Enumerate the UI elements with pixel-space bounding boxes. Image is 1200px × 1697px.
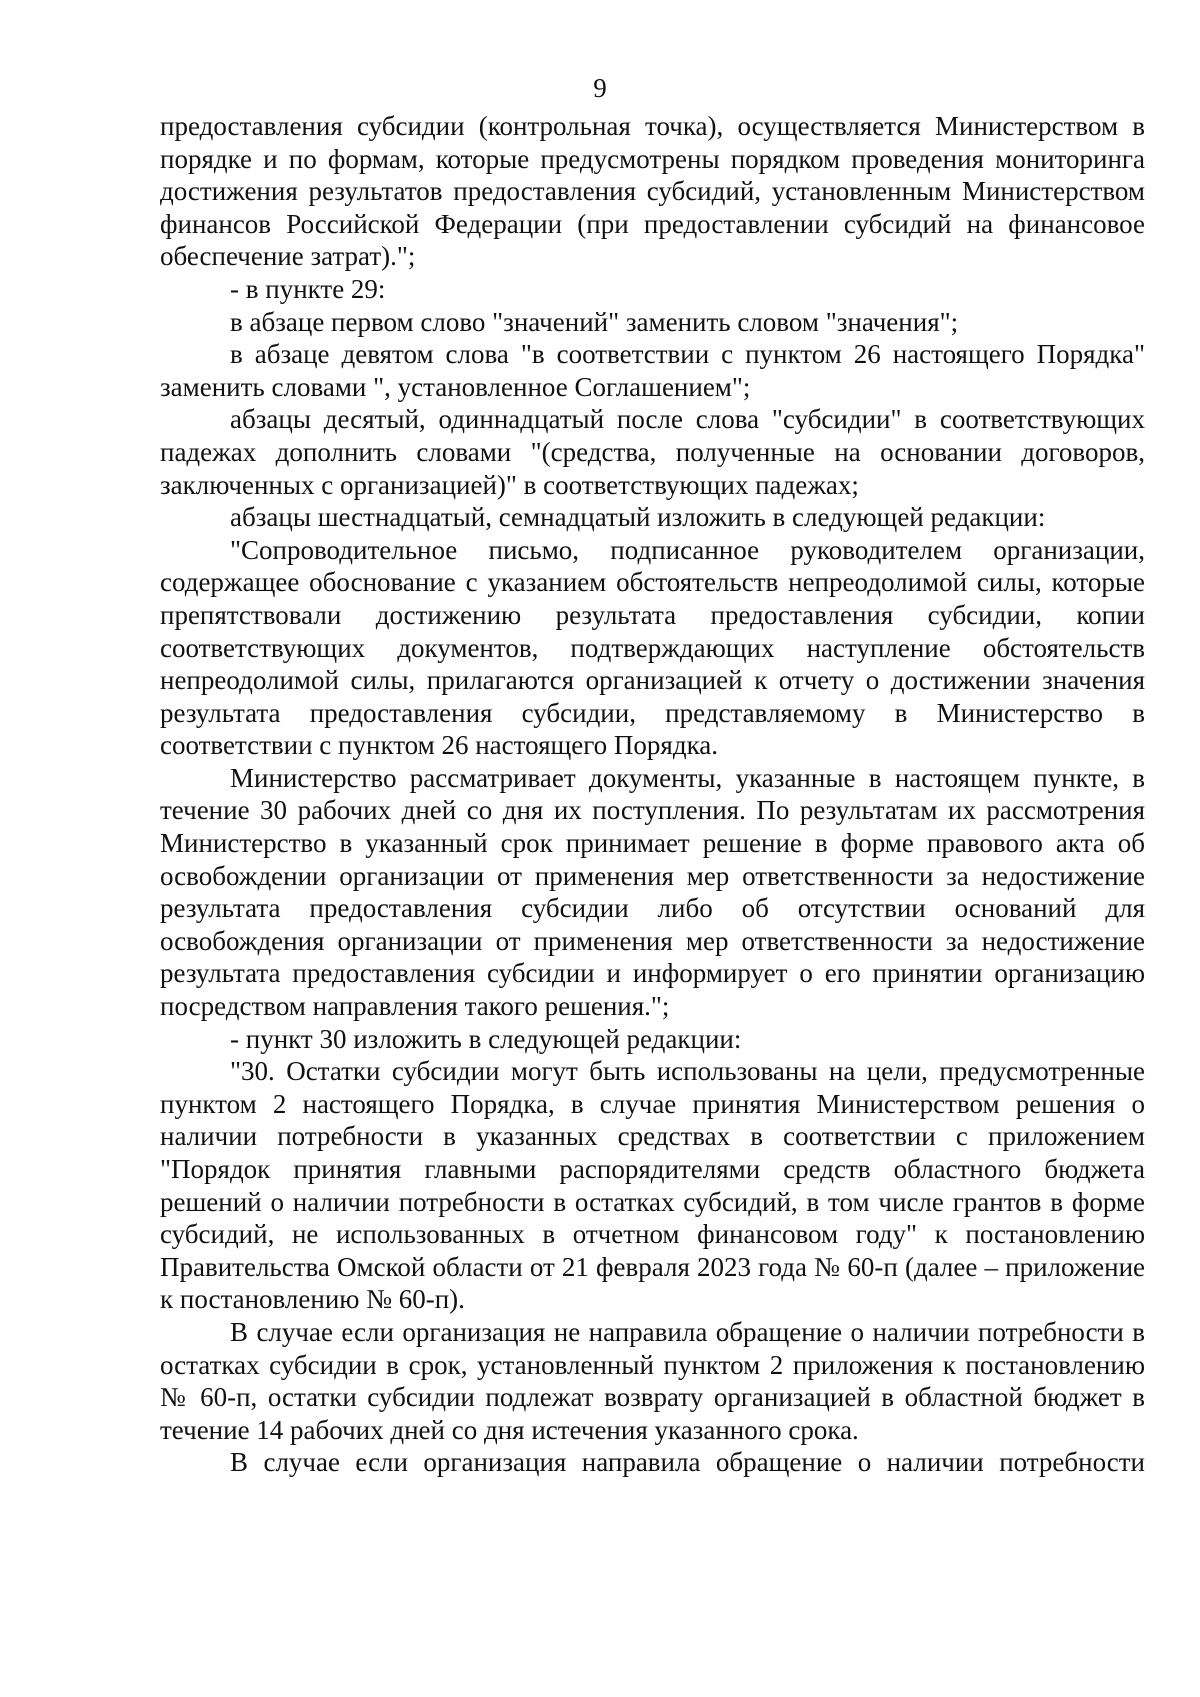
document-body — [160, 110, 1145, 1479]
paragraph-abzac-ninth: в абзаце девятом слова "в соответствии с пунктом 26 настоящего Порядка" заменить словами ", установленное Соглашением"; — [160, 339, 1145, 402]
paragraph-cover-letter: "Сопроводительное письмо, подписанное руководителем организации, содержащее обоснование с указанием обстоятельств непреодолимой силы, которые препятствовали достижению результата предоставления субсидии, копии соответствующих документов, подтверждающих наступление обстоятельств непреодолимой силы, прилагаются организацией к отчету о достижении значения результата предоставления субсидии, представляемому в Министерство в соответствии с пунктом 26 настоящего Порядка. — [160, 534, 1145, 761]
paragraph-abzac-sixteenth-seventeenth: абзацы шестнадцатый, семнадцатый изложить в следующей редакции: — [230, 502, 1046, 533]
paragraph-abzac-first: в абзаце первом слово "значений" заменить словом "значения"; — [230, 306, 959, 337]
paragraph-ministry-review: Министерство рассматривает документы, указанные в настоящем пункте, в течение 30 рабочих дней со дня их поступления. По результатам их рассмотрения Министерство в указанный срок принимает решение в форме правового акта об освобождении организации от применения мер ответственности за недостижение результата предоставления субсидии либо об отсутствии оснований для освобождения организации от применения мер ответственности за недостижение результата предоставления субсидии и информирует о его принятии организацию посредством направления такого решения."; — [160, 762, 1145, 1022]
paragraph-refund: В случае если организация не направила обращение о наличии потребности в остатках субсидии в срок, установленный пунктом 2 приложения к постановлению № 60-п, остатки субсидии подлежат возврату организацией в областной бюджет в течение 14 рабочих дней со дня истечения указанного срока. — [160, 1316, 1145, 1445]
paragraph-abzac-tenth-eleventh: абзацы десятый, одиннадцатый после слова "субсидии" в соответствующих падежах дополнить словами "(средства, полученные на основании договоров, заключенных с организацией)" в соответствующих падежах; — [160, 404, 1145, 500]
paragraph-item-29: - в пункте 29: — [230, 273, 386, 304]
paragraph-continued: В случае если организация направила обращение о наличии потребности — [230, 1447, 1145, 1478]
page-number: 9 — [593, 73, 607, 103]
paragraph-item-30-text: "30. Остатки субсидии могут быть использованы на цели, предусмотренные пунктом 2 настоящего Порядка, в случае принятия Министерством решения о наличии потребности в указанных средствах в соответствии с приложением "Порядок принятия главными распорядителями средств областного бюджета решений о наличии потребности в остатках субсидий, в том числе грантов в форме субсидий, не использованных в отчетном финансовом году" к постановлению Правительства Омской области от 21 февраля 2023 года № 60-п (далее – приложение к постановлению № 60-п). — [160, 1056, 1145, 1315]
paragraph-item-30: - пункт 30 изложить в следующей редакции: — [230, 1023, 742, 1054]
paragraph-continuation: предоставления субсидии (контрольная точка), осуществляется Министерством в порядке и по формам, которые предусмотрены порядком проведения мониторинга достижения результатов предоставления субсидий, установленным Министерством финансов Российской Федерации (при предоставлении субсидий на финансовое обеспечение затрат)."; — [160, 111, 1145, 272]
